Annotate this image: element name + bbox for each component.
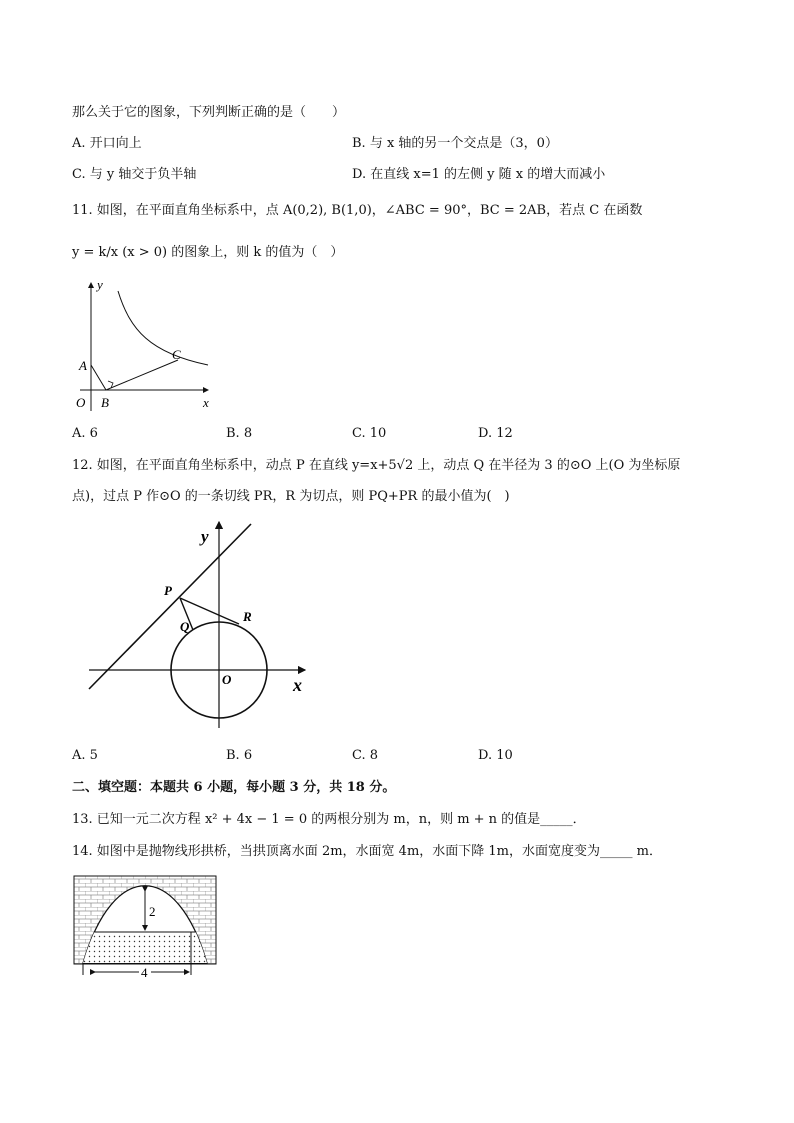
q12-label-x: x xyxy=(293,675,302,695)
q12-label-q: Q xyxy=(180,619,190,634)
q10-option-a[interactable]: A. 开口向上 xyxy=(72,136,142,151)
q12-label-o: O xyxy=(222,672,232,687)
q12-label-p: P xyxy=(164,583,172,598)
q10-option-c[interactable]: C. 与 y 轴交于负半轴 xyxy=(72,167,197,182)
q11-label-c: C xyxy=(172,347,181,362)
q12-line xyxy=(89,524,251,689)
q12-option-c[interactable]: C. 8 xyxy=(352,748,379,763)
q12-stem-line1: 12. 如图，在平面直角坐标系中，动点 P 在直线 y=x+5√2 上，动点 Q 在半径为 3 的⊙O 上(O 为坐标原 xyxy=(72,458,681,473)
q11-stem-line1: 11. 如图，在平面直角坐标系中，点 A(0,2), B(1,0)，∠ABC = 90°，BC = 2AB，若点 C 在函数 xyxy=(72,203,643,218)
q11-option-d[interactable]: D. 12 xyxy=(478,426,513,441)
q11-hyperbola xyxy=(118,291,208,365)
q12-option-b[interactable]: B. 6 xyxy=(226,748,253,763)
q14-text: 14. 如图中是抛物线形拱桥，当拱顶离水面 2m，水面宽 4m，水面下降 1m，水面宽度变为_____ m． xyxy=(72,844,662,859)
q10-stem: 那么关于它的图象，下列判断正确的是（ ） xyxy=(72,105,346,120)
q12-figure xyxy=(85,518,315,728)
q12-stem-line2: 点)，过点 P 作⊙O 的一条切线 PR，R 为切点，则 PQ+PR 的最小值为( ) xyxy=(72,489,510,504)
q10-option-d[interactable]: D. 在直线 x=1 的左侧 y 随 x 的增大而减小 xyxy=(352,167,606,182)
q11-label-o: O xyxy=(76,395,86,410)
q11-figure xyxy=(70,275,220,415)
q11-label-b: B xyxy=(101,395,109,410)
q11-option-a[interactable]: A. 6 xyxy=(72,426,98,441)
q11-option-c[interactable]: C. 10 xyxy=(352,426,387,441)
q14-water xyxy=(73,932,219,963)
q13-text: 13. 已知一元二次方程 x² + 4x − 1 = 0 的两根分别为 m，n，则 m + n 的值是_____． xyxy=(72,812,586,827)
q11-triangle xyxy=(91,360,178,390)
q11-stem-line2: y = k/x (x > 0) 的图象上，则 k 的值为（ ） xyxy=(72,245,344,260)
section-2-heading: 二、填空题：本题共 6 小题，每小题 3 分，共 18 分。 xyxy=(72,780,396,795)
q14-figure xyxy=(73,875,219,985)
q14-width-label: 4 xyxy=(141,965,148,980)
q12-label-r: R xyxy=(243,609,252,624)
q14-height-label: 2 xyxy=(149,904,156,919)
q12-option-d[interactable]: D. 10 xyxy=(478,748,513,763)
q10-option-b[interactable]: B. 与 x 轴的另一个交点是（3，0） xyxy=(352,136,558,151)
q12-option-a[interactable]: A. 5 xyxy=(72,748,98,763)
q11-label-y: y xyxy=(97,277,103,292)
q11-option-b[interactable]: B. 8 xyxy=(226,426,253,441)
q11-label-a: A xyxy=(79,358,87,373)
q11-label-x: x xyxy=(203,395,209,410)
q12-label-y: y xyxy=(201,527,209,546)
